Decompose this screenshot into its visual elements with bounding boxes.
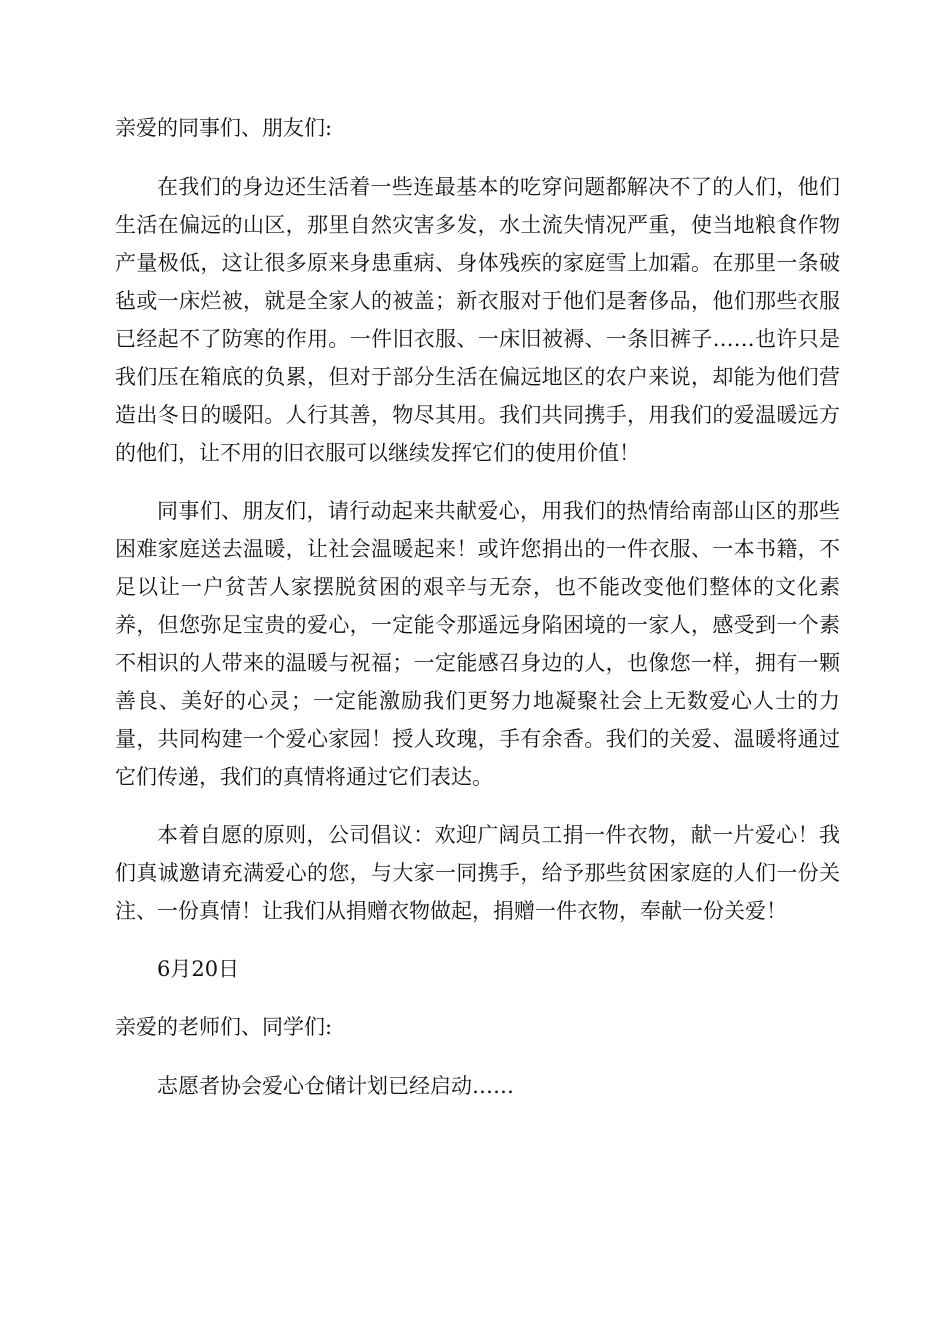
paragraph-appeal: 同事们、朋友们，请行动起来共献爱心，用我们的热情给南部山区的那些困难家庭送去温暖，让社会温暖起来！或许您捐出的一件衣服、一本书籍，不足以让一户贫苦人家摆脱贫困的艰辛与无奈，也不能改变他们整体的文化素养，但您弥足宝贵的爱心，一定能令那遥远身陷困境的一家人，感受到一个素不相识的人带来的温暖与祝福；一定能感召身边的人，也像您一样，拥有一颗善良、美好的心灵；一定能激励我们更努力地凝聚社会上无数爱心人士的力量，共同构建一个爱心家园！授人玫瑰，手有余香。我们的关爱、温暖将通过它们传递，我们的真情将通过它们表达。: [115, 499, 840, 789]
paragraph-volunteer: 志愿者协会爱心仓储计划已经启动……: [157, 1074, 514, 1098]
paragraph-initiative: 本着自愿的原则，公司倡议：欢迎广阔员工捐一件衣物，献一片爱心！我们真诚邀请充满爱心的您，与大家一同携手，给予那些贫困家庭的人们一份关注、一份真情！让我们从捐赠衣物做起，捐赠一件衣物，奉献一份关爱！: [115, 823, 840, 923]
paragraph-intro: 在我们的身边还生活着一些连最基本的吃穿问题都解决不了的人们，他们生活在偏远的山区，那里自然灾害多发，水土流失情况严重，使当地粮食作物产量极低，这让很多原来身患重病、身体残疾的家庭雪上加霜。在那里一条破毡或一床烂被，就是全家人的被盖；新衣服对于他们是奢侈品，他们那些衣服已经起不了防寒的作用。一件旧衣服、一床旧被褥、一条旧裤子……也许只是我们压在箱底的负累，但对于部分生活在偏远地区的农户来说，却能为他们营造出冬日的暖阳。人行其善，物尽其用。我们共同携手，用我们的爱温暖远方的他们，让不用的旧衣服可以继续发挥它们的使用价值！: [115, 175, 840, 465]
greeting-teachers: 亲爱的老师们、同学们:: [115, 1015, 333, 1039]
letter-date: 6月20日: [157, 957, 240, 981]
greeting-colleagues: 亲爱的同事们、朋友们:: [115, 116, 333, 140]
letter-body: [115, 109, 840, 1105]
